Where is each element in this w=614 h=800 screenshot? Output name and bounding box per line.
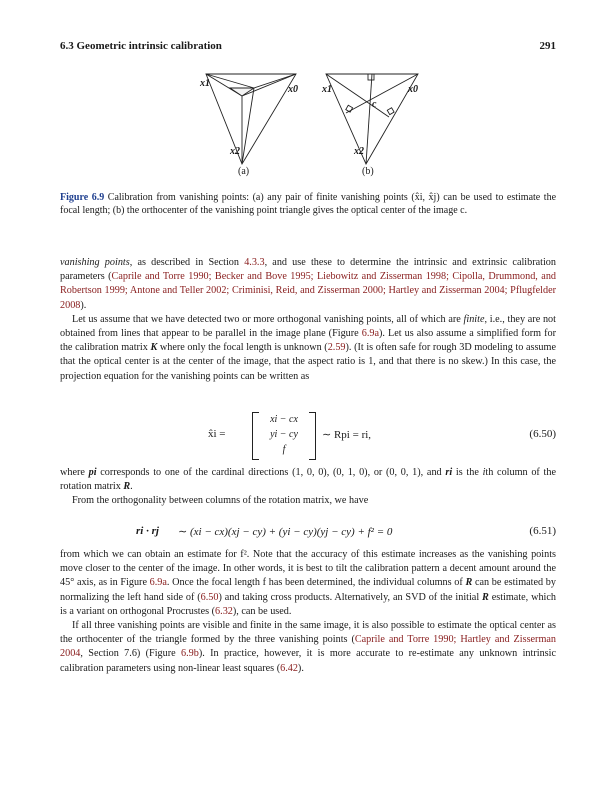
body-text-bottom	[60, 548, 556, 676]
panel-a-x1-label: x1	[200, 78, 210, 89]
eq651-lhs: ri · rj	[136, 525, 159, 537]
panel-b-c-label: c	[372, 99, 377, 110]
panel-a-x0-label: x0	[288, 84, 298, 95]
eq650-lhs: x̂i =	[208, 428, 226, 440]
panel-b-x1-label: x1	[322, 84, 332, 95]
citation-links-2[interactable]: Caprile and Torre 1990; Hartley and Zisserman 2004	[60, 634, 556, 660]
eq651-rhs: ∼ (xi − cx)(xj − cy) + (yi − cy)(yj − cy) + f² = 0	[178, 526, 393, 538]
caption-text: Calibration from vanishing points: (a) any pair of finite vanishing points (x̂i, x̂j) can be used to estimate the focal length; (b) the orthocenter of the vanishing point triangle gives the optical center of the image c.	[60, 192, 557, 217]
figure-link[interactable]: 6.9a	[361, 328, 379, 340]
eq650-vector: xi − cx yi − cy f	[252, 412, 316, 460]
figure-6-9-diagram	[196, 66, 436, 178]
section-link[interactable]: 4.3.3	[244, 257, 265, 268]
section-title: 6.3 Geometric intrinsic calibration	[60, 40, 222, 52]
panel-b-label: (b)	[362, 166, 374, 177]
equation-link[interactable]: 2.59	[327, 342, 346, 354]
eq650-number: (6.50)	[529, 428, 556, 440]
body-text-top	[60, 256, 556, 384]
panel-a-label: (a)	[238, 166, 250, 177]
paragraph-4: From the orthogonality between columns of the rotation matrix, we have	[72, 495, 369, 507]
equation-link-6-50[interactable]: 6.50	[200, 591, 219, 603]
eq650-rhs: ∼ Rpi = ri,	[322, 429, 372, 441]
paragraph-3: where pi corresponds to one of the cardinal directions (1, 0, 0), (0, 1, 0), or (0, 0, 1), and ri is the ith column of the rotation matrix R.	[60, 467, 556, 493]
body-text-middle	[60, 466, 556, 509]
figure-link-6-9a[interactable]: 6.9a	[149, 577, 167, 589]
panel-a-x2-label: x2	[230, 146, 240, 157]
caption-label: Figure 6.9	[60, 192, 105, 203]
equation-6-50	[60, 412, 556, 460]
paragraph-5: from which we can obtain an estimate for f². Note that the accuracy of this estimate increases as the vanishing points move closer to the center of the image. In other words, it is best to tilt the calibration pattern a decent amount around the 45° axis, as in Figure 6.9a. Once the focal length f has been determined, the individual columns of R can be estimated by normalizing the left hand side of (6.50) and taking cross products. Alternatively, an SVD of the initial R estimate, which is a variant on orthogonal Procrustes (6.32), can be used.	[60, 549, 556, 617]
figure-caption	[60, 191, 556, 217]
equation-link-6-32[interactable]: 6.32	[215, 605, 233, 617]
paragraph-2: Let us assume that we have detected two or more orthogonal vanishing points, all of which are finite, i.e., they are not obtained from lines that appear to be parallel in the image plane (Figure 6.9a). Let us also assume a simplified form for the calibration matrix K where only the focal length is unknown (2.59). (It is often safe for rough 3D modeling to assume that the optical center is at the center of the image, that the aspect ratio is 1, and that there is no skew.) In this case, the projection equation for the vanishing points can be written as	[60, 313, 556, 382]
equation-link-6-42[interactable]: 6.42	[280, 662, 298, 674]
eq651-number: (6.51)	[529, 525, 556, 537]
panel-a-diagram	[206, 74, 296, 164]
paragraph-1: vanishing points, as described in Section 4.3.3, and use these to determine the intrinsic and extrinsic calibration parameters (Caprile and Torre 1990; Becker and Bove 1995; Liebowitz and Zisserman 1998; Cipolla, Drummond, and Robertson 1999; Antone and Teller 2002; Criminisi, Reid, and Zisserman 2000; Hartley and Zisserman 2004; Pflugfelder 2008).	[60, 257, 557, 311]
panel-b-x2-label: x2	[354, 146, 364, 157]
panel-b-diagram	[326, 74, 418, 164]
figure-6-9	[196, 66, 436, 178]
citation-links[interactable]: Caprile and Torre 1990; Becker and Bove 1995; Liebowitz and Zisserman 1998; Cipolla, Drummond, and Robertson 1999; Antone and Teller 2002; Criminisi, Reid, and Zisserman 2000; Hartley and Zisserman 2004; Pflugfelder 2008	[60, 271, 557, 311]
panel-b-x0-label: x0	[408, 84, 418, 95]
page-number: 291	[539, 40, 556, 52]
running-header	[60, 40, 556, 52]
figure-link-6-9b[interactable]: 6.9b	[181, 648, 199, 660]
paragraph-6: If all three vanishing points are visible and finite in the same image, it is also possible to estimate the optical center as the orthocenter of the triangle formed by the three vanishing points (Caprile and Torre 1990; Hartley and Zisserman 2004, Section 7.6) (Figure 6.9b). In practice, however, it is more accurate to re-estimate any unknown intrinsic calibration parameters using non-linear least squares (6.42).	[60, 620, 556, 674]
